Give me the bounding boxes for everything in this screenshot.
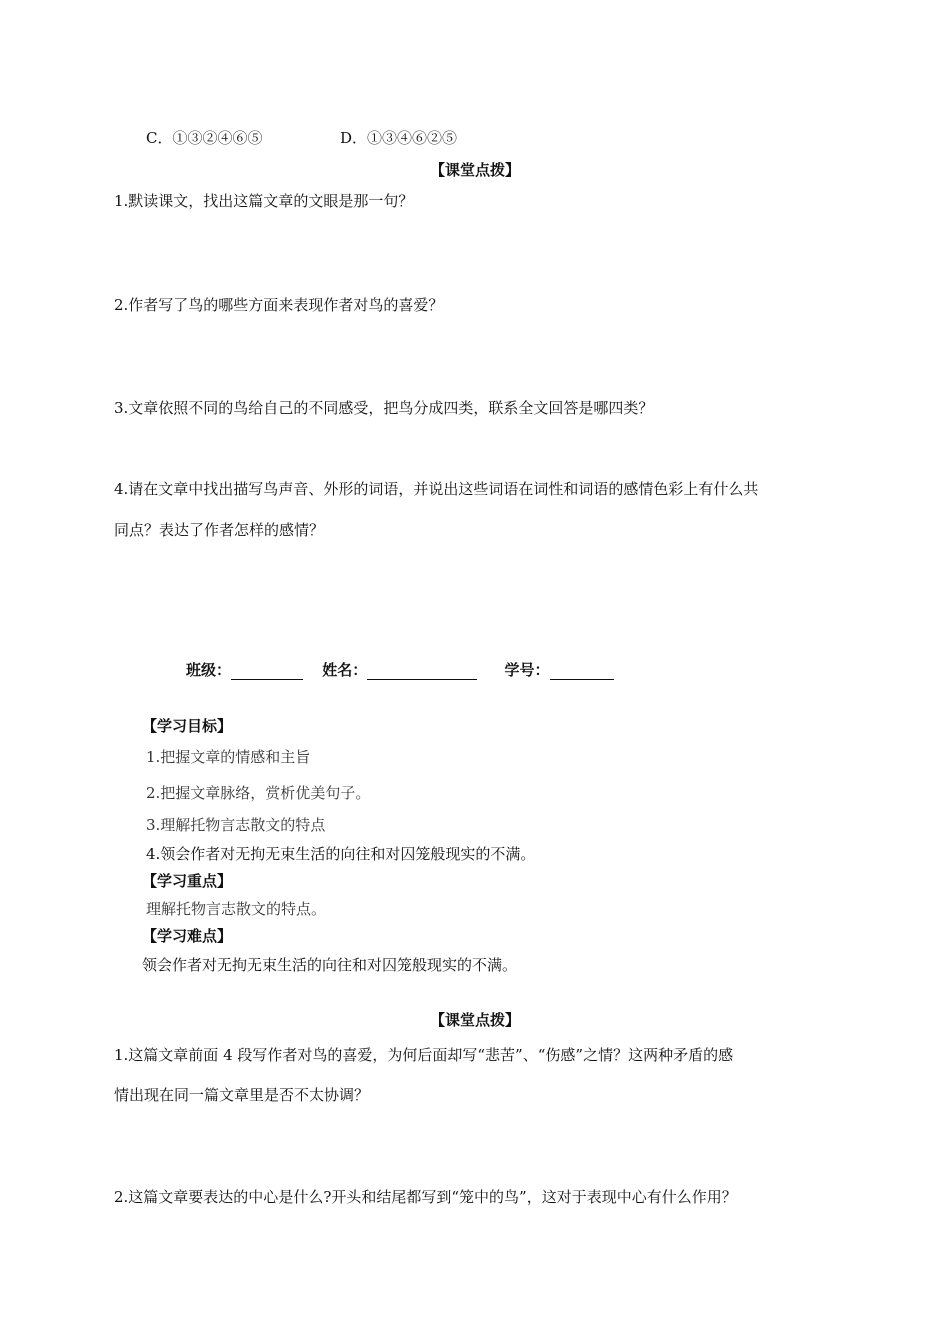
section2-heading: 【课堂点拨】 bbox=[429, 1011, 520, 1029]
section1-question-1: 1.默读课文，找出这篇文章的文眼是那一句？ bbox=[114, 192, 414, 210]
goals-heading: 【学习目标】 bbox=[142, 717, 233, 735]
goal-item-3: 3.理解托物言志散文的特点 bbox=[146, 816, 326, 834]
key-point-text: 理解托物言志散文的特点。 bbox=[146, 900, 327, 918]
difficulty-heading: 【学习难点】 bbox=[142, 927, 233, 945]
difficulty-text: 领会作者对无拘无束生活的向往和对囚笼般现实的不满。 bbox=[142, 956, 518, 974]
option-d: D．①③④⑥②⑤ bbox=[340, 129, 458, 147]
key-point-heading: 【学习重点】 bbox=[142, 872, 233, 890]
section1-heading: 【课堂点拨】 bbox=[429, 161, 520, 179]
section2-question-2: 2.这篇文章要表达的中心是什么?开头和结尾都写到“笼中的鸟”，这对于表现中心有什么作用？ bbox=[114, 1188, 737, 1206]
goal-item-2: 2.把握文章脉络，赏析优美句子。 bbox=[146, 784, 371, 802]
number-label: 学号： bbox=[504, 661, 550, 679]
section1-question-4-line1: 4.请在文章中找出描写鸟声音、外形的词语，并说出这些词语在词性和词语的感情色彩上有什么共 bbox=[114, 480, 759, 498]
section1-question-3: 3.文章依照不同的鸟给自己的不同感受，把鸟分成四类，联系全文回答是哪四类？ bbox=[114, 399, 654, 417]
section2-question-1-line2: 情出现在同一篇文章里是否不太协调？ bbox=[114, 1086, 370, 1104]
name-label: 姓名： bbox=[322, 661, 368, 679]
class-blank[interactable] bbox=[231, 663, 303, 680]
option-c: C．①③②④⑥⑤ bbox=[146, 129, 263, 147]
student-info-row bbox=[186, 660, 614, 680]
number-blank[interactable] bbox=[550, 663, 614, 680]
class-label: 班级： bbox=[186, 661, 232, 679]
name-blank[interactable] bbox=[367, 663, 477, 680]
section1-question-4-line2: 同点？表达了作者怎样的感情？ bbox=[114, 521, 325, 539]
goal-item-1: 1.把握文章的情感和主旨 bbox=[146, 748, 311, 766]
section1-question-2: 2.作者写了鸟的哪些方面来表现作者对鸟的喜爱？ bbox=[114, 296, 444, 314]
section2-question-1-line1: 1.这篇文章前面 4 段写作者对鸟的喜爱，为何后面却写“悲苦”、“伤感”之情？这两种矛盾的感 bbox=[114, 1046, 734, 1064]
goal-item-4: 4.领会作者对无拘无束生活的向往和对囚笼般现实的不满。 bbox=[146, 845, 536, 863]
